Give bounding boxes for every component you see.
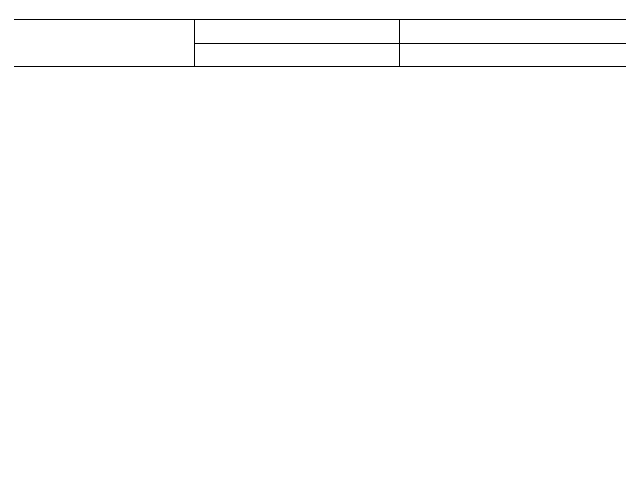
yfcc-group-header <box>195 20 400 44</box>
yfcc-in-scene-header <box>195 43 278 67</box>
header-row-groups <box>14 20 626 44</box>
results-table <box>14 19 626 67</box>
sun3d-in-scene-header <box>400 43 511 67</box>
yfcc-cross-scene-header <box>277 43 400 67</box>
table-header <box>14 20 626 67</box>
method-column-header <box>14 20 195 67</box>
sun3d-group-header <box>400 20 627 44</box>
sun3d-cross-scene-header <box>510 43 626 67</box>
